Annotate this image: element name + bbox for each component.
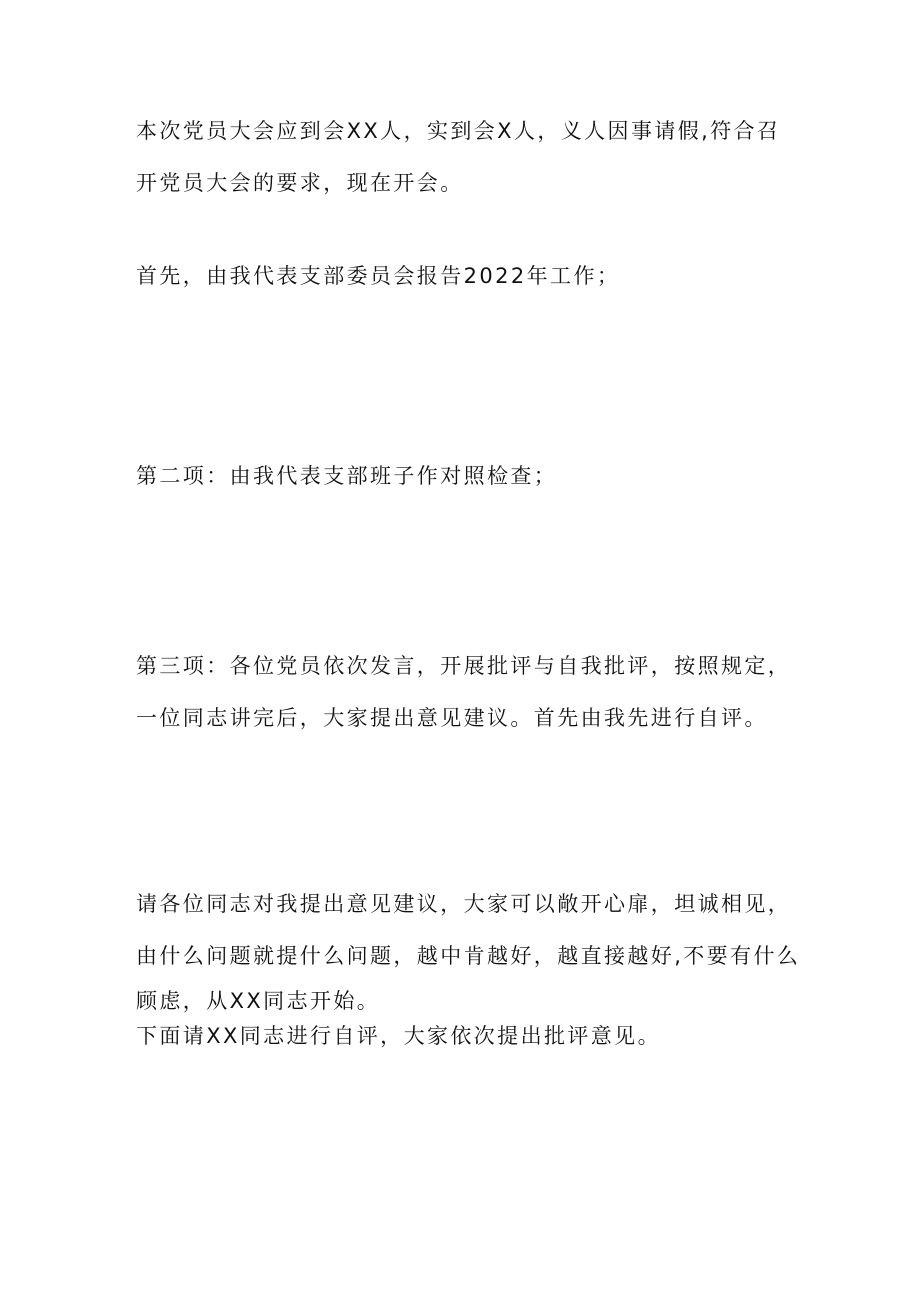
paragraph-request-line-3: 顾虑，从XX同志开始。 xyxy=(136,989,381,1013)
paragraph-third-item-line-1: 第三项：各位党员依次发言，开展批评与自我批评，按照规定， xyxy=(136,654,792,678)
paragraph-next-self-review: 下面请XX同志进行自评，大家依次提出批评意见。 xyxy=(136,1024,661,1048)
paragraph-third-item-line-2: 一位同志讲完后，大家提出意见建议。首先由我先进行自评。 xyxy=(136,706,768,730)
paragraph-second-item: 第二项：由我代表支部班子作对照检查； xyxy=(136,464,558,488)
paragraph-request-line-1: 请各位同志对我提出意见建议，大家可以敞开心扉，坦诚相见， xyxy=(136,892,792,916)
paragraph-attendance-line-2: 开党员大会的要求，现在开会。 xyxy=(136,171,464,195)
paragraph-first-item: 首先，由我代表支部委员会报告2022年工作； xyxy=(136,264,621,288)
paragraph-attendance-line-1: 本次党员大会应到会XX人，实到会X人，义人因事请假,符合召 xyxy=(136,119,781,143)
paragraph-request-line-2: 由什么问题就提什么问题，越中肯越好，越直接越好,不要有什么 xyxy=(136,944,801,968)
